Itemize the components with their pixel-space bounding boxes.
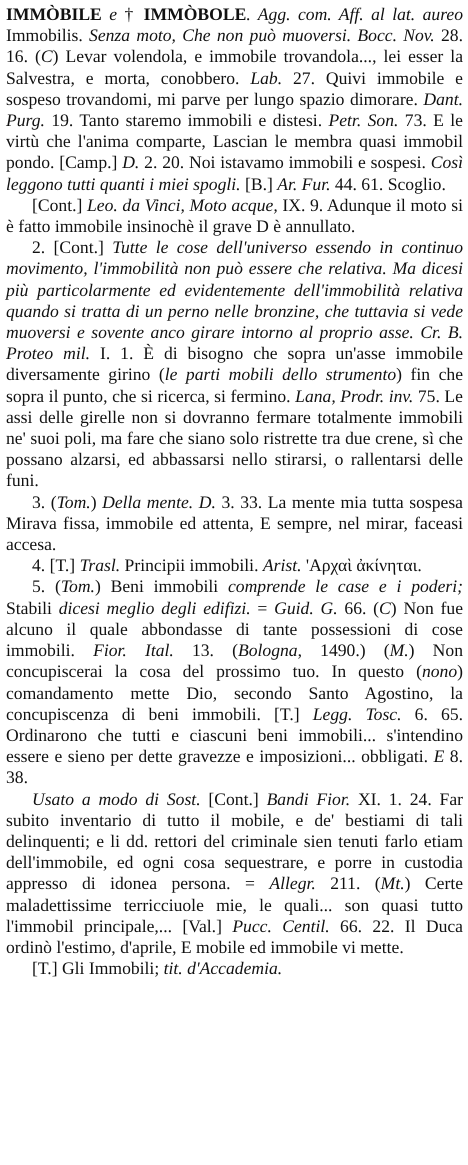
text-run: Mt. (380, 873, 405, 894)
grammar-note: . Agg. com. Aff. al lat. (246, 4, 416, 24)
definition-text (6, 4, 463, 194)
text-run: ) Certe maladettissime terricciuole mie, le quali... son quasi tutto l'immobil principale,... [Val.] (6, 873, 464, 936)
text-run: 73. E le virtù che l'anima comparte, Lascian le membra quasi immobil pondo. [Camp.] (6, 110, 463, 173)
text-run: Stabili (6, 597, 59, 618)
text-run: I. 1. È di bisogno che sopra un'asse immobile diversamente girino ( (6, 343, 463, 385)
text-run: 3. ( (32, 491, 57, 512)
text-run: 4. [T.] (32, 555, 80, 576)
text-run: 13. ( (173, 640, 238, 661)
text-run: Fior. Ital. (93, 640, 174, 661)
text-run: [T.] Gli Immobili; (32, 958, 164, 979)
text-run: [Cont.] (32, 194, 87, 215)
text-run: 75. Le assi delle girelle non si dovranno fermare totalmente immobili ne' suoi poli, ma fare che siano solo ristrette tra due crene, sì che possano alzarsi, ed abbassarsi nello stirarsi, o rallentarsi delle funi. (6, 385, 463, 491)
text-run: ) Non fue alcuno il quale abbondasse di tante possessioni di cose immobili. (6, 597, 463, 661)
text-run: , 1490.) ( (297, 640, 390, 661)
text-run: ) Beni immobili (94, 576, 228, 597)
text-run: 8. 38. (6, 746, 464, 788)
text-run: C (40, 46, 53, 67)
text-run: Così leggono tutti quanti i miei spogli. (6, 152, 463, 194)
text-run: Bandi Fior. (266, 788, 351, 809)
text-run: 27. Quivi immobile e sospeso trovandomi, mi parve per lungo spazio dimorare. (6, 67, 463, 109)
sense-2 (6, 237, 463, 491)
text-run: ) fin che sopra il punto, che si ricerca, si fermino. (6, 364, 464, 406)
text-run: aureo (422, 4, 463, 24)
headword-variant: IMMÒBOLE (143, 4, 247, 24)
text-run: comprende le case e i poderi; (227, 576, 463, 597)
text-run: 44. 61. Scoglio. (330, 173, 446, 194)
text-run: Senza moto, Che non può muoversi. (89, 25, 352, 46)
text-run: Dant. Purg. (6, 88, 463, 131)
text-run: 211. ( (315, 873, 381, 894)
text-run: dicesi meglio degli edifizi. (58, 597, 251, 618)
entry-paragraph-main (6, 4, 463, 195)
text-run: [B.] (240, 173, 278, 194)
text-run: IX. 9. Adunque il moto si è fatto immobile insinochè il grave D è annullato. (6, 194, 463, 237)
substantive-usage (6, 789, 463, 959)
academy-title-note (6, 958, 463, 979)
text-run: ) Non concupiscerai la cosa del prossimo tuo. In questo ( (6, 640, 463, 682)
text-run: [Cont.] (200, 788, 267, 809)
text-run: Principii immobili. (120, 555, 263, 576)
text-run: 5. ( (32, 576, 61, 597)
text-run: ) (90, 491, 103, 512)
text-run: 'Αρχαὶ ἀκίνηται. (301, 555, 422, 576)
text-run: D. (122, 152, 140, 173)
text-run: M. (389, 640, 409, 661)
text-run: 3. 33. La mente mia tutta sospesa Mirava fissa, immobile ed attenta, E sempre, nel mirar, faceasi accesa. (6, 491, 463, 555)
text-run: Della mente. D. (102, 491, 216, 512)
entry-paragraph-citation (6, 195, 463, 237)
text-run: E (433, 746, 445, 767)
text-run: Tutte le cose dell'universo essendo in continuo movimento, l'immobilità non può essere che relativa. Ma dicesi più particolarmente ed evidentemente dell'immobilità relativa quando si tratta di un perno nelle bronzine, che tuttavia si vede muoversi e sovente anco girare intorno al proprio asse. Cr. B. Proteo mil. (6, 237, 463, 364)
text-run: XI. 1. 24. Far subito inventario di tutto il mobile, e de' bestiami di tali delinquenti; e li dd. rettori del criminale sien tenuti farlo etiam dell'immobile, ed ogni cosa sequestrare, e porre in custodia appresso di idonea persona. = (6, 788, 463, 894)
text-run: Trasl. (79, 555, 121, 576)
sense-3 (6, 492, 463, 556)
text-run: Ar. Fur. (277, 173, 331, 194)
text-run: Bologna (237, 640, 298, 661)
text-run: Petr. Son. (328, 110, 399, 131)
text-run: Immobilis. (6, 25, 90, 46)
text-run: 66. 22. Il Duca ordinò l'estimo, d'aprile, E mobile ed immobile vi mette. (6, 915, 463, 957)
text-run: Lab. (250, 67, 283, 88)
text-run: Legg. Tosc. (312, 703, 402, 724)
sense-4 (6, 555, 463, 576)
text-run: Pucc. Centil. (232, 915, 330, 936)
text-run: Allegr. (269, 873, 316, 894)
text-run: 19. Tanto staremo immobili e distesi. (44, 110, 329, 131)
text-run: 2. 20. Noi istavamo immobili e sospesi. (139, 152, 431, 173)
text-run: 2. [Cont.] (32, 237, 113, 258)
text-run: ) comandamento mette Dio, secondo Santo Agostino, la concupiscenza di beni immobili. [T.] (6, 661, 463, 724)
sense-5 (6, 576, 463, 788)
dagger-mark: † (124, 4, 137, 24)
text-run: Bocc. Nov. (357, 25, 435, 46)
text-run: Tom. (60, 576, 95, 597)
text-run: 6. 65. Ordinarono che tutti e ciascuni beni immobili... s'intendino essere e sieno per dette gravezze e imposizioni... obbligati. (6, 703, 464, 767)
text-run: = (250, 597, 275, 618)
text-run: 66. ( (337, 597, 380, 618)
text-run: Tom. (56, 491, 91, 512)
text-run: tit. d'Accademia. (163, 958, 283, 979)
headword-conjunction: e (101, 4, 125, 24)
text-run: le parti mobili dello strumento (164, 364, 397, 385)
text-run: Guid. G. (274, 597, 338, 618)
text-run: nono (421, 661, 458, 682)
text-run: Arist. (262, 555, 302, 576)
text-run: Leo. da Vinci, Moto acque, (86, 194, 278, 215)
text-run: ) Levar volendola, e immobile trovandola..., lei esser la Salvestra, e morta, conobbero. (6, 46, 463, 88)
text-run: Lana, Prodr. inv. (295, 385, 414, 406)
text-run: C (379, 597, 391, 618)
text-run: Usato a modo di Sost. (32, 788, 201, 809)
headword: IMMÒBILE (6, 4, 102, 24)
text-run: 28. 16. ( (6, 25, 463, 67)
